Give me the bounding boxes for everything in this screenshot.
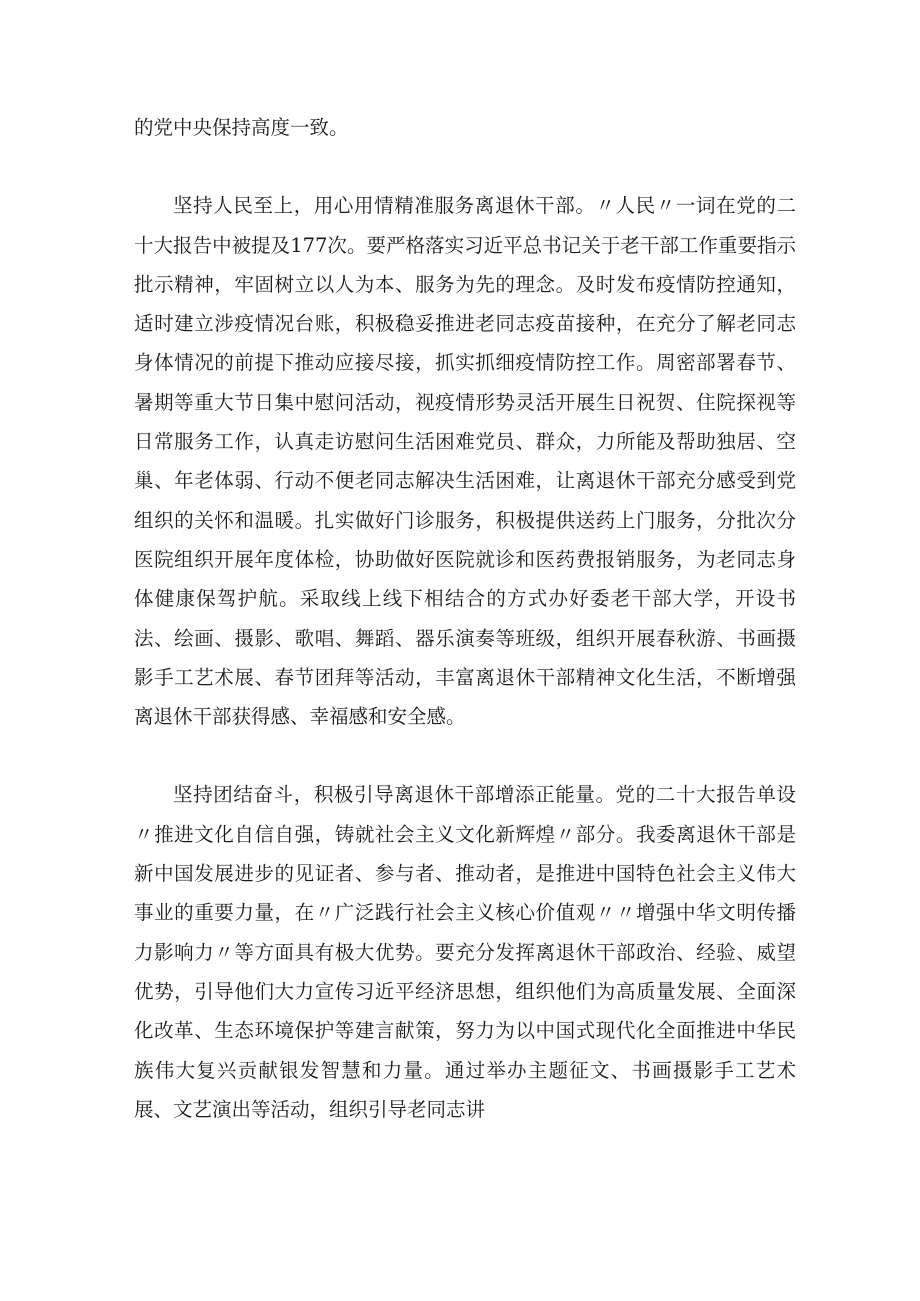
document-body [134,108,796,1129]
paragraph-unity-struggle: 坚持团结奋斗，积极引导离退休干部增添正能量。党的二十大报告单设〃推进文化自信自强，铸就社会主义文化新辉煌〃部分。我委离退休干部是新中国发展进步的见证者、参与者、推动者，是推进中国特色社会主义伟大事业的重要力量，在〃广泛践行社会主义核心价值观〃〃增强中华文明传播力影响力〃等方面具有极大优势。要充分发挥离退休干部政治、经验、威望优势，引导他们大力宣传习近平经济思想，组织他们为高质量发展、全面深化改革、生态环境保护等建言献策，努力为以中国式现代化全面推进中华民族伟大复兴贡献银发智慧和力量。通过举办主题征文、书画摄影手工艺术展、文艺演出等活动，组织引导老同志讲 [134,783,796,1121]
paragraph-people-first: 坚持人民至上，用心用情精准服务离退休干部。〃人民〃一词在党的二十大报告中被提及177次。要严格落实习近平总书记关于老干部工作重要指示批示精神，牢固树立以人为本、服务为先的理念。及时发布疫情防控通知，适时建立涉疫情况台账，积极稳妥推进老同志疫苗接种，在充分了解老同志身体情况的前提下推动应接尽接，抓实抓细疫情防控工作。周密部署春节、暑期等重大节日集中慰问活动，视疫情形势灵活开展生日祝贺、住院探视等日常服务工作，认真走访慰问生活困难党员、群众，力所能及帮助独居、空巢、年老体弱、行动不便老同志解决生活困难，让离退休干部充分感受到党组织的关怀和温暖。扎实做好门诊服务，积极提供送药上门服务，分批次分医院组织开展年度体检，协助做好医院就诊和医药费报销服务，为老同志身体健康保驾护航。采取线上线下相结合的方式办好委老干部大学，开设书法、绘画、摄影、歌唱、舞蹈、器乐演奏等班级，组织开展春秋游、书画摄影手工艺术展、春节团拜等活动，丰富离退休干部精神文化生活，不断增强离退休干部获得感、幸福感和安全感。 [134,194,796,729]
paragraph-continuation: 的党中央保持高度一致。 [134,116,349,139]
